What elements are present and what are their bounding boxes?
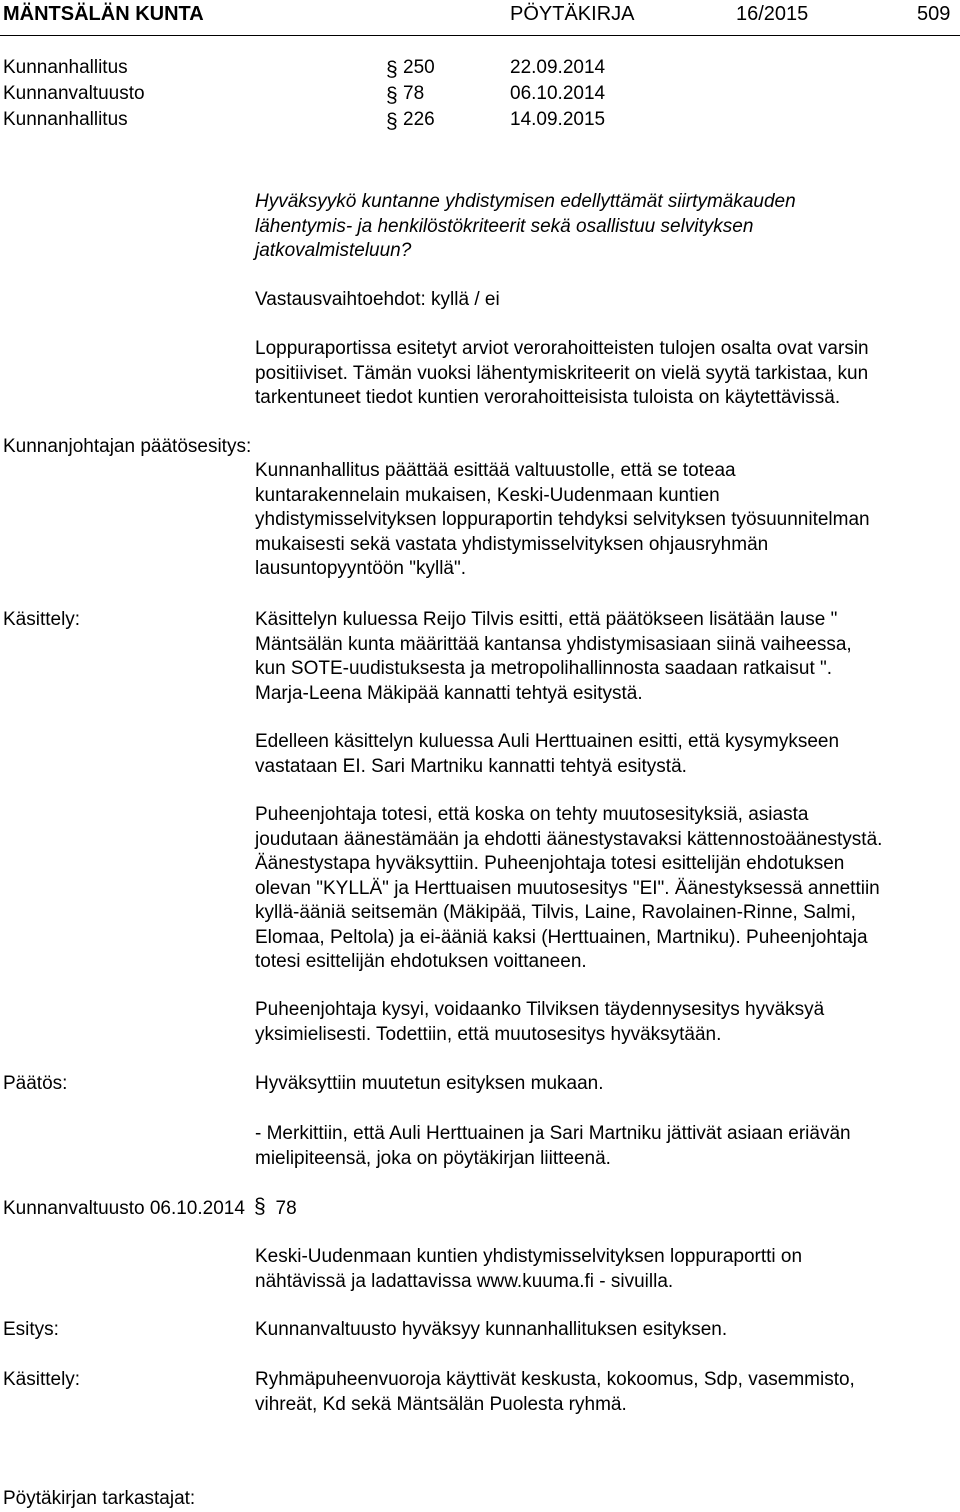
reference-row xyxy=(3,56,703,82)
kunnanvaltuusto-section: 78 xyxy=(275,1198,297,1219)
answer-options: Vastausvaihtoehdot: kyllä / ei xyxy=(255,289,500,310)
reference-date: 22.09.2014 xyxy=(510,57,606,78)
kunnanvaltuusto-heading xyxy=(3,1195,297,1222)
question-line: Hyväksyykö kuntanne yhdistymisen edellyttämät siirtymäkauden xyxy=(255,191,796,212)
reference-body: Kunnanhallitus xyxy=(3,57,128,78)
paragraph-line: Keski-Uudenmaan kuntien yhdistymisselvityksen loppuraportti on xyxy=(255,1246,803,1267)
paragraph-line: Elomaa, Peltola) ja ei-ääniä kaksi (Herttuainen, Martniku). Puheenjohtaja xyxy=(255,926,868,948)
reference-row xyxy=(3,82,703,108)
paragraph-line: Loppuraportissa esitetyt arviot verorahoitteisten tulojen osalta ovat varsin xyxy=(255,338,869,359)
paragraph-icon xyxy=(385,110,403,132)
reference-row xyxy=(3,108,703,134)
kunnanvaltuusto-paragraph xyxy=(255,1245,960,1294)
svg-text:§: § xyxy=(386,84,398,106)
paragraph-line: Käsittelyn kuluessa Reijo Tilvis esitti, että päätökseen lisätään lause " xyxy=(255,609,838,630)
paragraph-line: positiiviset. Tämän vuoksi lähentymiskriteerit on vielä syytä tarkistaa, kun xyxy=(255,362,869,384)
paragraph-line: olevan "KYLLÄ" ja Herttuaisen muutosesitys "EI". Äänestyksessä annettiin xyxy=(255,877,880,899)
paatos-label: Päätös: xyxy=(3,1073,68,1094)
paragraph-line: - Merkittiin, että Auli Herttuainen ja Sari Martniku jättivät asiaan eriävän xyxy=(255,1123,851,1144)
reference-body: Kunnanvaltuusto xyxy=(3,83,145,104)
paragraph-line: lausuntopyyntöön "kyllä". xyxy=(255,558,467,579)
page-number: 509 xyxy=(917,3,951,25)
reference-date: 06.10.2014 xyxy=(510,83,606,104)
esitys-text: Kunnanvaltuusto hyväksyy kunnanhallituksen esityksen. xyxy=(255,1319,728,1340)
paragraph-line: Edelleen käsittelyn kuluessa Auli Herttuainen esitti, että kysymykseen xyxy=(255,731,840,752)
paatos-note xyxy=(255,1122,960,1171)
paragraph-line: joudutaan äänestämään ja ehdotti äänestystavaksi kättennostoäänestystä. xyxy=(255,828,883,850)
svg-text:§: § xyxy=(386,58,398,80)
kasittely-label: Käsittely: xyxy=(3,1369,81,1390)
svg-text:§: § xyxy=(386,110,398,132)
paragraph-line: Marja-Leena Mäkipää kannatti tehtyä esitystä. xyxy=(255,682,643,704)
question-block xyxy=(255,190,960,264)
document-type: PÖYTÄKIRJA xyxy=(510,3,635,25)
paragraph-line: vastataan EI. Sari Martniku kannatti tehtyä esitystä. xyxy=(255,755,687,777)
paragraph-line: totesi esittelijän ehdotuksen voittaneen. xyxy=(255,951,587,972)
paragraph-line: yhdistymisselvityksen loppuraportin tehdyksi selvityksen työsuunnitelman xyxy=(255,509,870,530)
kunnanvaltuusto-label: Kunnanvaltuusto 06.10.2014 xyxy=(3,1198,245,1219)
paragraph-icon xyxy=(254,1195,270,1217)
paragraph-line: vihreät, Kd sekä Mäntsälän Puolesta ryhmä. xyxy=(255,1393,627,1415)
tarkastajat-label: Pöytäkirjan tarkastajat: xyxy=(3,1488,196,1509)
paragraph-line: yksimielisesti. Todettiin, että muutosesitys hyväksytään. xyxy=(255,1023,722,1045)
paragraph-line: Mäntsälän kunta määrittää kantansa yhdistymisasiaan siinä vaiheessa, xyxy=(255,633,852,655)
kasittely-paragraph xyxy=(255,998,960,1047)
paragraph-line: Äänestystapa hyväksyttiin. Puheenjohtaja totesi esittelijän ehdotuksen xyxy=(255,853,845,874)
reference-section: 226 xyxy=(403,109,435,130)
kunnanjohtaja-proposal xyxy=(255,459,960,582)
kasittely-paragraph xyxy=(255,730,960,779)
kasittely-paragraph xyxy=(255,1368,960,1417)
header-divider xyxy=(0,35,960,36)
paragraph-line: tarkentuneet tiedot kuntien verorahoitteisista tuloista on käytettävissä. xyxy=(255,387,841,408)
paragraph-line: Kunnanhallitus päättää esittää valtuustolle, että se toteaa xyxy=(255,460,736,481)
paragraph-line: kun SOTE-uudistuksesta ja metropolihallinnosta saadaan ratkaisut ". xyxy=(255,658,833,679)
question-line: jatkovalmisteluun? xyxy=(255,240,412,261)
reference-body: Kunnanhallitus xyxy=(3,109,128,130)
paragraph-icon xyxy=(385,84,403,106)
loppuraportti-paragraph xyxy=(255,337,960,411)
reference-section: 78 xyxy=(403,83,425,104)
reference-section: 250 xyxy=(403,57,435,78)
paragraph-line: mielipiteensä, joka on pöytäkirjan liitteenä. xyxy=(255,1147,611,1169)
paragraph-line: Puheenjohtaja totesi, että koska on tehty muutosesityksiä, asiasta xyxy=(255,804,809,825)
municipality-name: MÄNTSÄLÄN KUNTA xyxy=(3,3,204,25)
paatos-text: Hyväksyttiin muutetun esityksen mukaan. xyxy=(255,1073,604,1094)
svg-text:§: § xyxy=(254,1195,266,1217)
paragraph-line: kyllä-ääniä seitsemän (Mäkipää, Tilvis, Laine, Ravolainen-Rinne, Salmi, xyxy=(255,902,856,923)
paragraph-line: Ryhmäpuheenvuoroja käyttivät keskusta, kokoomus, Sdp, vasemmisto, xyxy=(255,1369,855,1390)
paragraph-line: Puheenjohtaja kysyi, voidaanko Tilviksen täydennysesitys hyväksyä xyxy=(255,999,825,1020)
kasittely-paragraph xyxy=(255,608,960,706)
kasittely-paragraph xyxy=(255,803,960,975)
kasittely-label: Käsittely: xyxy=(3,609,81,630)
paragraph-line: mukaisesti sekä vastata yhdistymisselvityksen ohjausryhmän xyxy=(255,533,769,555)
question-line: lähentymis- ja henkilöstökriteerit sekä osallistuu selvityksen xyxy=(255,215,754,237)
paragraph-icon xyxy=(385,58,403,80)
paragraph-line: kuntarakennelain mukaisen, Keski-Uudenmaan kuntien xyxy=(255,484,720,506)
document-number: 16/2015 xyxy=(736,3,809,25)
esitys-label: Esitys: xyxy=(3,1319,59,1340)
paragraph-line: nähtävissä ja ladattavissa www.kuuma.fi - sivuilla. xyxy=(255,1270,674,1292)
kunnanjohtaja-label: Kunnanjohtajan päätösesitys: xyxy=(3,436,252,457)
reference-date: 14.09.2015 xyxy=(510,109,606,130)
